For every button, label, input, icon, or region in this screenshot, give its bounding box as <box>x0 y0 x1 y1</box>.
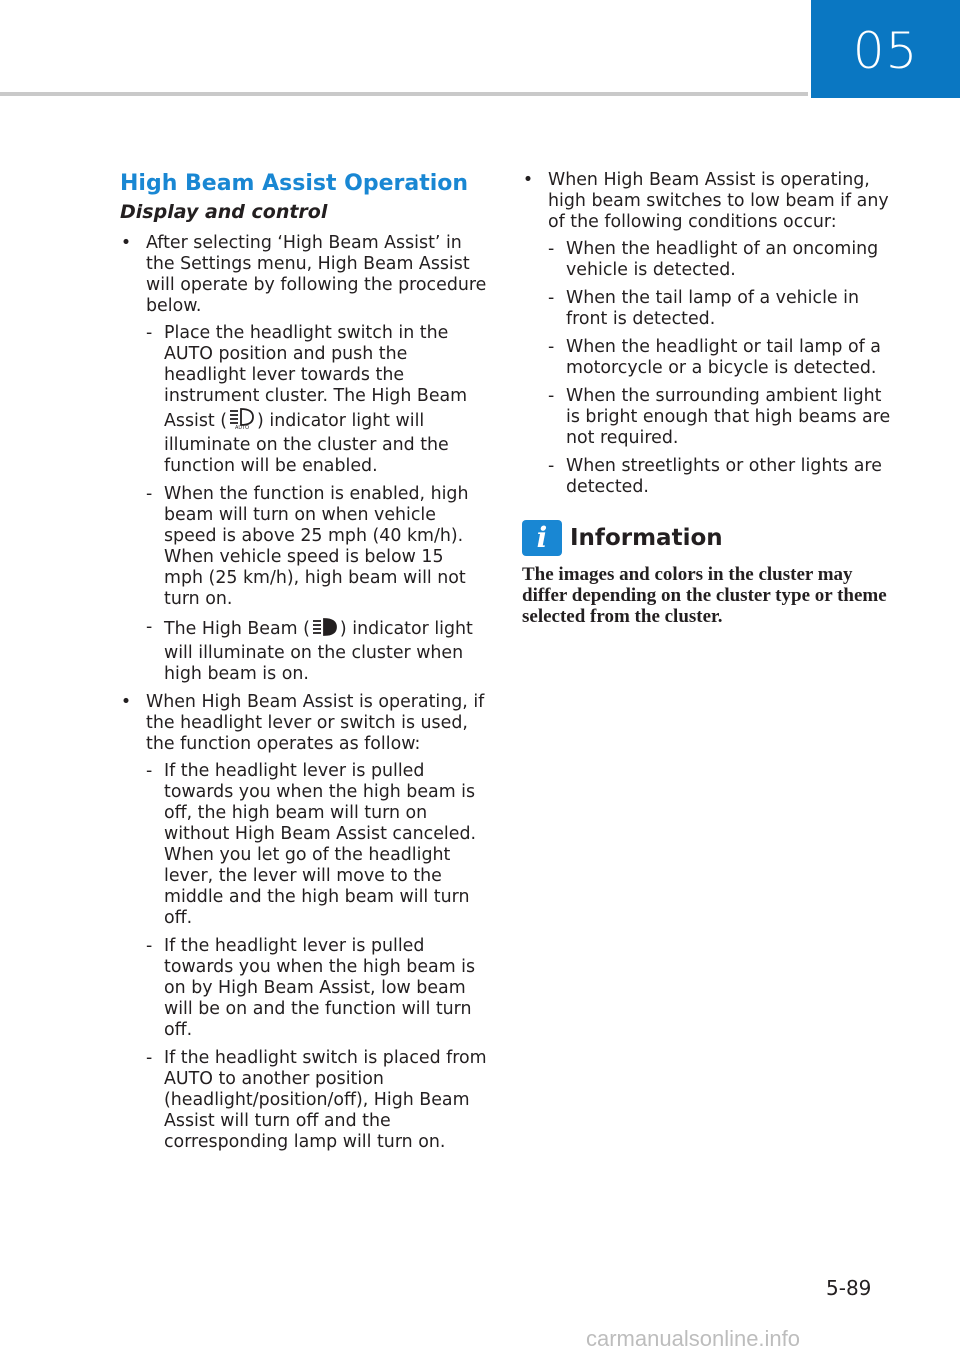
bullet-mark: • <box>120 233 132 253</box>
dash-text: When streetlights or other lights are detected. <box>566 456 882 497</box>
dash-mark: - <box>548 337 555 357</box>
dash-text: ) indicator light will illuminate on the cluster and the function will be enabled. <box>164 411 449 476</box>
watermark: carmanualsonline.info <box>586 1326 801 1351</box>
dash-mark: - <box>548 386 555 406</box>
page-number: 5-89 <box>826 1276 872 1300</box>
dash-text: When the tail lamp of a vehicle in front is detected. <box>566 288 859 329</box>
info-body: The images and colors in the cluster may differ depending on the cluster type or theme selected from the cluster. <box>522 564 887 627</box>
dash-mark: - <box>146 484 153 504</box>
dash-mark: - <box>146 323 153 343</box>
dash-text: ) indicator light will illuminate on the cluster when high beam is on. <box>164 619 473 684</box>
dash-text: When the surrounding ambient light is bright enough that high beams are not required. <box>566 386 891 448</box>
dash-mark: - <box>548 239 555 259</box>
high-beam-icon <box>311 617 339 643</box>
left-column <box>120 170 488 1160</box>
dash-mark: - <box>146 761 153 781</box>
auto-icon-label: AUTO <box>235 425 250 429</box>
bullet-text: When High Beam Assist is operating, high beam switches to low beam if any of the following conditions occur: <box>548 170 889 232</box>
bullet-mark: • <box>522 170 534 190</box>
bullet-text: After selecting ‘High Beam Assist’ in the Settings menu, High Beam Assist will operate by following the procedure below. <box>146 233 487 316</box>
list-item <box>120 233 488 685</box>
dash-mark: - <box>146 1048 153 1068</box>
dash-list <box>548 239 894 498</box>
dash-text: If the headlight switch is placed from AUTO to another position (headlight/position/off), High Beam Assist will turn off and the corresponding lamp will turn on. <box>164 1048 487 1152</box>
high-beam-assist-icon <box>228 407 256 435</box>
dash-mark: - <box>548 456 555 476</box>
right-column <box>522 170 894 627</box>
chapter-number: 05 <box>852 22 919 80</box>
list-item <box>548 386 894 449</box>
dash-text: When the headlight or tail lamp of a motorcycle or a bicycle is detected. <box>566 337 881 378</box>
dash-mark: - <box>548 288 555 308</box>
info-title: Information <box>570 525 723 551</box>
list-item <box>146 323 488 477</box>
dash-text: If the headlight lever is pulled towards you when the high beam is on by High Beam Assist, low beam will be on and the function will turn off. <box>164 936 476 1040</box>
bullet-text: When High Beam Assist is operating, if the headlight lever or switch is used, the function operates as follow: <box>146 692 485 754</box>
list-item <box>146 936 488 1041</box>
dash-mark: - <box>146 936 153 956</box>
list-item <box>146 1048 488 1153</box>
section-title: High Beam Assist Operation <box>120 171 469 196</box>
list-item <box>548 288 894 330</box>
dash-text: When the headlight of an oncoming vehicle is detected. <box>566 239 879 280</box>
header-rule <box>0 92 808 96</box>
info-header <box>522 520 894 556</box>
left-bullet-list <box>120 233 488 1153</box>
list-item <box>548 337 894 379</box>
section-subtitle: Display and control <box>120 201 328 223</box>
list-item <box>146 484 488 610</box>
dash-text: The High Beam ( <box>164 619 310 639</box>
list-item <box>522 170 894 498</box>
bullet-mark: • <box>120 692 132 712</box>
dash-mark: - <box>146 617 153 637</box>
list-item <box>548 456 894 498</box>
dash-text: Place the headlight switch in the AUTO position and push the headlight lever towards the instrument cluster. The High Beam Assist ( <box>164 323 468 431</box>
dash-list <box>146 761 488 1153</box>
dash-text: When the function is enabled, high beam will turn on when vehicle speed is above 25 mph (40 km/h). When vehicle speed is below 15 mph (25 km/h), high beam will not turn on. <box>164 484 469 609</box>
list-item <box>548 239 894 281</box>
list-item <box>146 617 488 685</box>
list-item <box>120 692 488 1153</box>
info-icon: i <box>522 520 562 556</box>
right-bullet-list <box>522 170 894 498</box>
chapter-tab <box>811 0 960 98</box>
dash-text: If the headlight lever is pulled towards you when the high beam is off, the high beam will turn on without High Beam Assist canceled. When you let go of the headlight lever, the lever will move to the middle and the high beam will turn off. <box>164 761 477 928</box>
list-item <box>146 761 488 929</box>
dash-list <box>146 323 488 685</box>
